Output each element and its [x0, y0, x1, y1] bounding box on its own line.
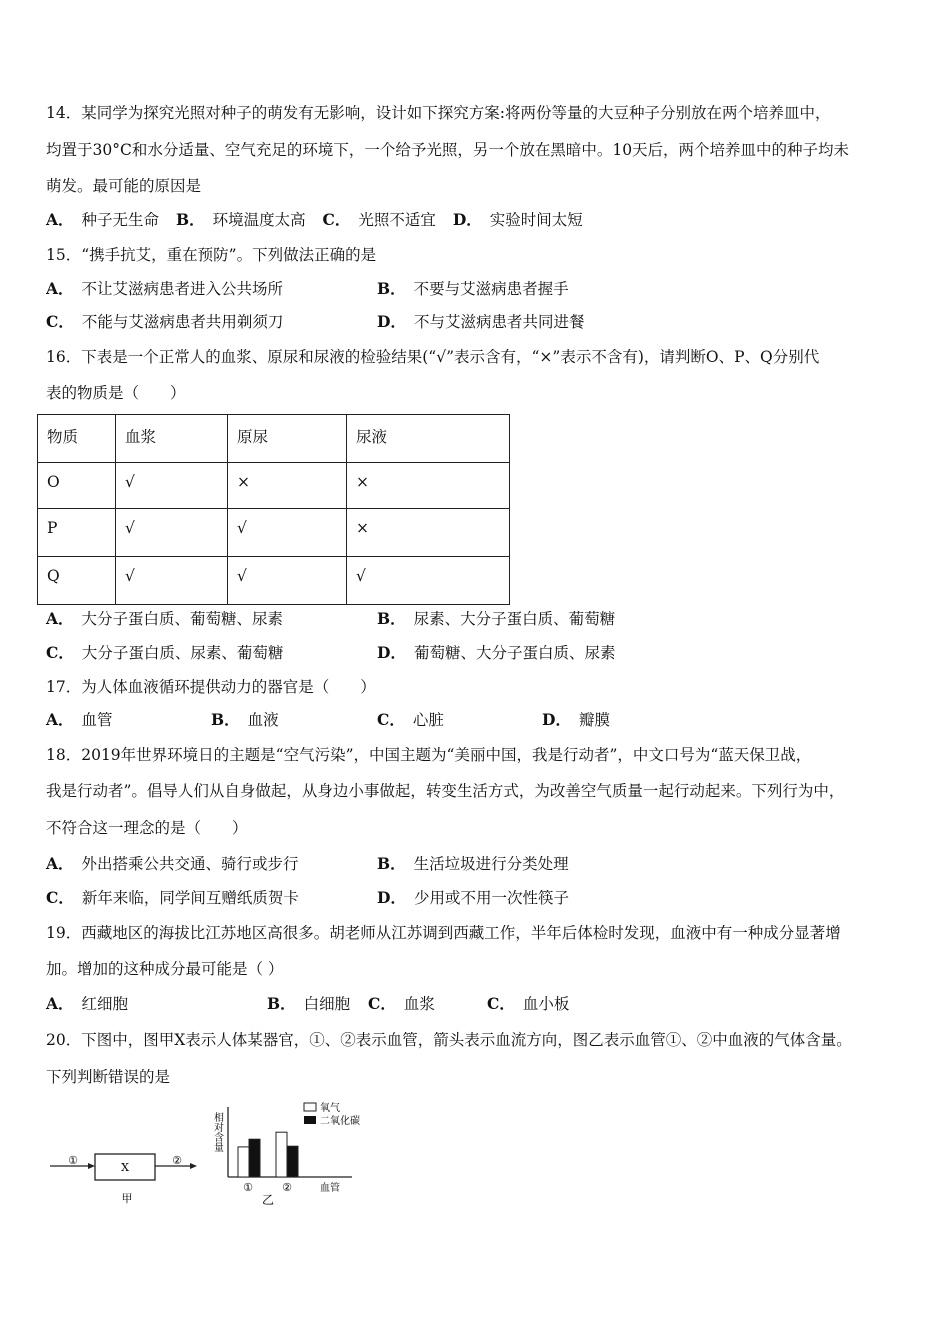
opt-key: B． [267, 994, 296, 1013]
vessel-2-label: ② [172, 1154, 182, 1167]
arrow-head [88, 1163, 95, 1169]
q18-line1: 18．2019年世界环境日的主题是“空气污染”，中国主题为“美丽中国，我是行动者”，中文口号为“蓝天保卫战， [46, 746, 812, 764]
opt-key: C． [46, 643, 74, 662]
vessel-1-label: ① [68, 1154, 78, 1167]
opt-text: 白细胞 [303, 995, 351, 1013]
table-cell: √ [228, 557, 347, 605]
legend-co2: 二氧化碳 [320, 1116, 360, 1127]
table-cell: √ [116, 463, 228, 509]
opt-key: B． [377, 279, 406, 298]
q16-line2: 表的物质是（ ） [46, 384, 186, 402]
y-axis-label: 相对含量 [211, 1112, 223, 1152]
opt-text: 新年来临，同学间互赠纸质贺卡 [81, 889, 299, 907]
opt-key: A． [46, 279, 74, 298]
opt-text: 不要与艾滋病患者握手 [413, 280, 569, 298]
opt-text: 少用或不用一次性筷子 [413, 889, 569, 907]
opt-key: A． [46, 210, 74, 229]
q19-line1: 19．西藏地区的海拔比江苏地区高很多。胡老师从江苏调到西藏工作，半年后体检时发现，血液中有一种成分显著增 [46, 924, 841, 942]
caption-yi: 乙 [261, 1193, 275, 1207]
bar-co2-vessel-1 [249, 1139, 260, 1177]
opt-text: 不能与艾滋病患者共用剃须刀 [81, 313, 284, 331]
q14-line1: 14．某同学为探究光照对种子的萌发有无影响，设计如下探究方案:将两份等量的大豆种子分别放在两个培养皿中， [46, 104, 831, 122]
table-cell: Q [38, 557, 116, 605]
opt-text: 葡萄糖、大分子蛋白质、尿素 [413, 644, 616, 662]
opt-key: B． [377, 854, 406, 873]
opt-text: 生活垃圾进行分类处理 [413, 855, 569, 873]
opt-key: B． [175, 210, 205, 229]
table-cell: √ [347, 557, 510, 605]
legend-swatch-oxygen [304, 1103, 316, 1111]
q18-line2: 我是行动者”。倡导人们从自身做起，从身边小事做起，转变生活方式，为改善空气质量一起行动起来。下列行为中， [46, 782, 845, 800]
q20-line1: 20．下图中，图甲X表示人体某器官，①、②表示血管，箭头表示血流方向，图乙表示血管①、②中血液的气体含量。 [46, 1031, 852, 1049]
table-header: 血浆 [116, 415, 228, 463]
opt-text: 血管 [81, 711, 113, 729]
caption-jia: 甲 [121, 1192, 133, 1205]
organ-label: X [121, 1161, 129, 1174]
legend-swatch-co2 [304, 1116, 316, 1124]
table-cell: √ [116, 557, 228, 605]
q16-line1: 16．下表是一个正常人的血浆、原尿和尿液的检验结果(“√”表示含有，“×”表示不含有)，请判断O、P、Q分别代 [46, 348, 820, 366]
opt-text: 红细胞 [81, 995, 129, 1013]
opt-key: D． [377, 643, 406, 662]
opt-text: 环境温度太高 [212, 211, 306, 229]
table-cell: × [347, 509, 510, 557]
figure-jia [50, 1154, 197, 1205]
arrow-head [190, 1163, 197, 1169]
opt-key: A． [46, 710, 74, 729]
bar-oxygen-vessel-2 [276, 1132, 287, 1177]
table-header: 物质 [38, 415, 116, 463]
table-cell: P [38, 509, 116, 557]
table-cell: √ [116, 509, 228, 557]
table-cell: × [347, 463, 510, 509]
x-tick-label: ② [282, 1181, 292, 1194]
opt-text: 大分子蛋白质、尿素、葡萄糖 [81, 644, 284, 662]
table-header: 原尿 [228, 415, 347, 463]
table-cell: √ [228, 509, 347, 557]
q18-line3: 不符合这一理念的是（ ） [46, 819, 248, 837]
opt-text: 种子无生命 [81, 211, 160, 229]
x-tick-label: ① [243, 1181, 253, 1194]
opt-key: A． [46, 994, 74, 1013]
opt-key: C． [368, 994, 396, 1013]
opt-text: 大分子蛋白质、葡萄糖、尿素 [81, 610, 284, 628]
opt-text: 血小板 [522, 995, 570, 1013]
opt-key: D． [542, 710, 571, 729]
bar-co2-vessel-2 [287, 1146, 298, 1177]
opt-key: D． [452, 210, 482, 229]
opt-text: 不让艾滋病患者进入公共场所 [81, 280, 284, 298]
opt-key: C． [322, 210, 351, 229]
opt-key: A． [46, 854, 74, 873]
legend-oxygen: 氧气 [320, 1103, 340, 1114]
x-axis-label: 血管 [320, 1183, 340, 1194]
q14-line2: 均置于30°C和水分适量、空气充足的环境下，一个给予光照，另一个放在黑暗中。10天后，两个培养皿中的种子均未 [46, 141, 850, 159]
opt-key: D． [377, 888, 406, 907]
figure-yi [212, 1101, 361, 1207]
opt-key: B． [377, 609, 406, 628]
bar-oxygen-vessel-1 [238, 1147, 249, 1177]
opt-key: B． [211, 710, 240, 729]
opt-text: 心脏 [412, 711, 444, 729]
opt-key: C． [487, 994, 515, 1013]
opt-text: 血浆 [403, 995, 435, 1013]
table-cell: × [228, 463, 347, 509]
opt-text: 血液 [247, 711, 279, 729]
opt-text: 瓣膜 [578, 711, 610, 729]
opt-key: C． [377, 710, 405, 729]
table-header: 尿液 [347, 415, 510, 463]
table-cell: O [38, 463, 116, 509]
q19-line2: 加。增加的这种成分最可能是（ ） [46, 960, 284, 978]
q15-line1: 15．“携手抗艾，重在预防”。下列做法正确的是 [46, 246, 377, 264]
q14-line3: 萌发。最可能的原因是 [46, 177, 202, 195]
opt-text: 外出搭乘公共交通、骑行或步行 [81, 855, 299, 873]
opt-text: 不与艾滋病患者共同进餐 [413, 313, 585, 331]
opt-key: C． [46, 888, 74, 907]
opt-key: A． [46, 609, 74, 628]
q17-line1: 17．为人体血液循环提供动力的器官是（ ） [46, 678, 376, 696]
opt-text: 尿素、大分子蛋白质、葡萄糖 [413, 610, 616, 628]
opt-key: D． [377, 312, 406, 331]
q20-line2: 下列判断错误的是 [46, 1068, 171, 1086]
opt-text: 实验时间太短 [489, 211, 583, 229]
opt-text: 光照不适宜 [358, 211, 436, 229]
opt-key: C． [46, 312, 74, 331]
